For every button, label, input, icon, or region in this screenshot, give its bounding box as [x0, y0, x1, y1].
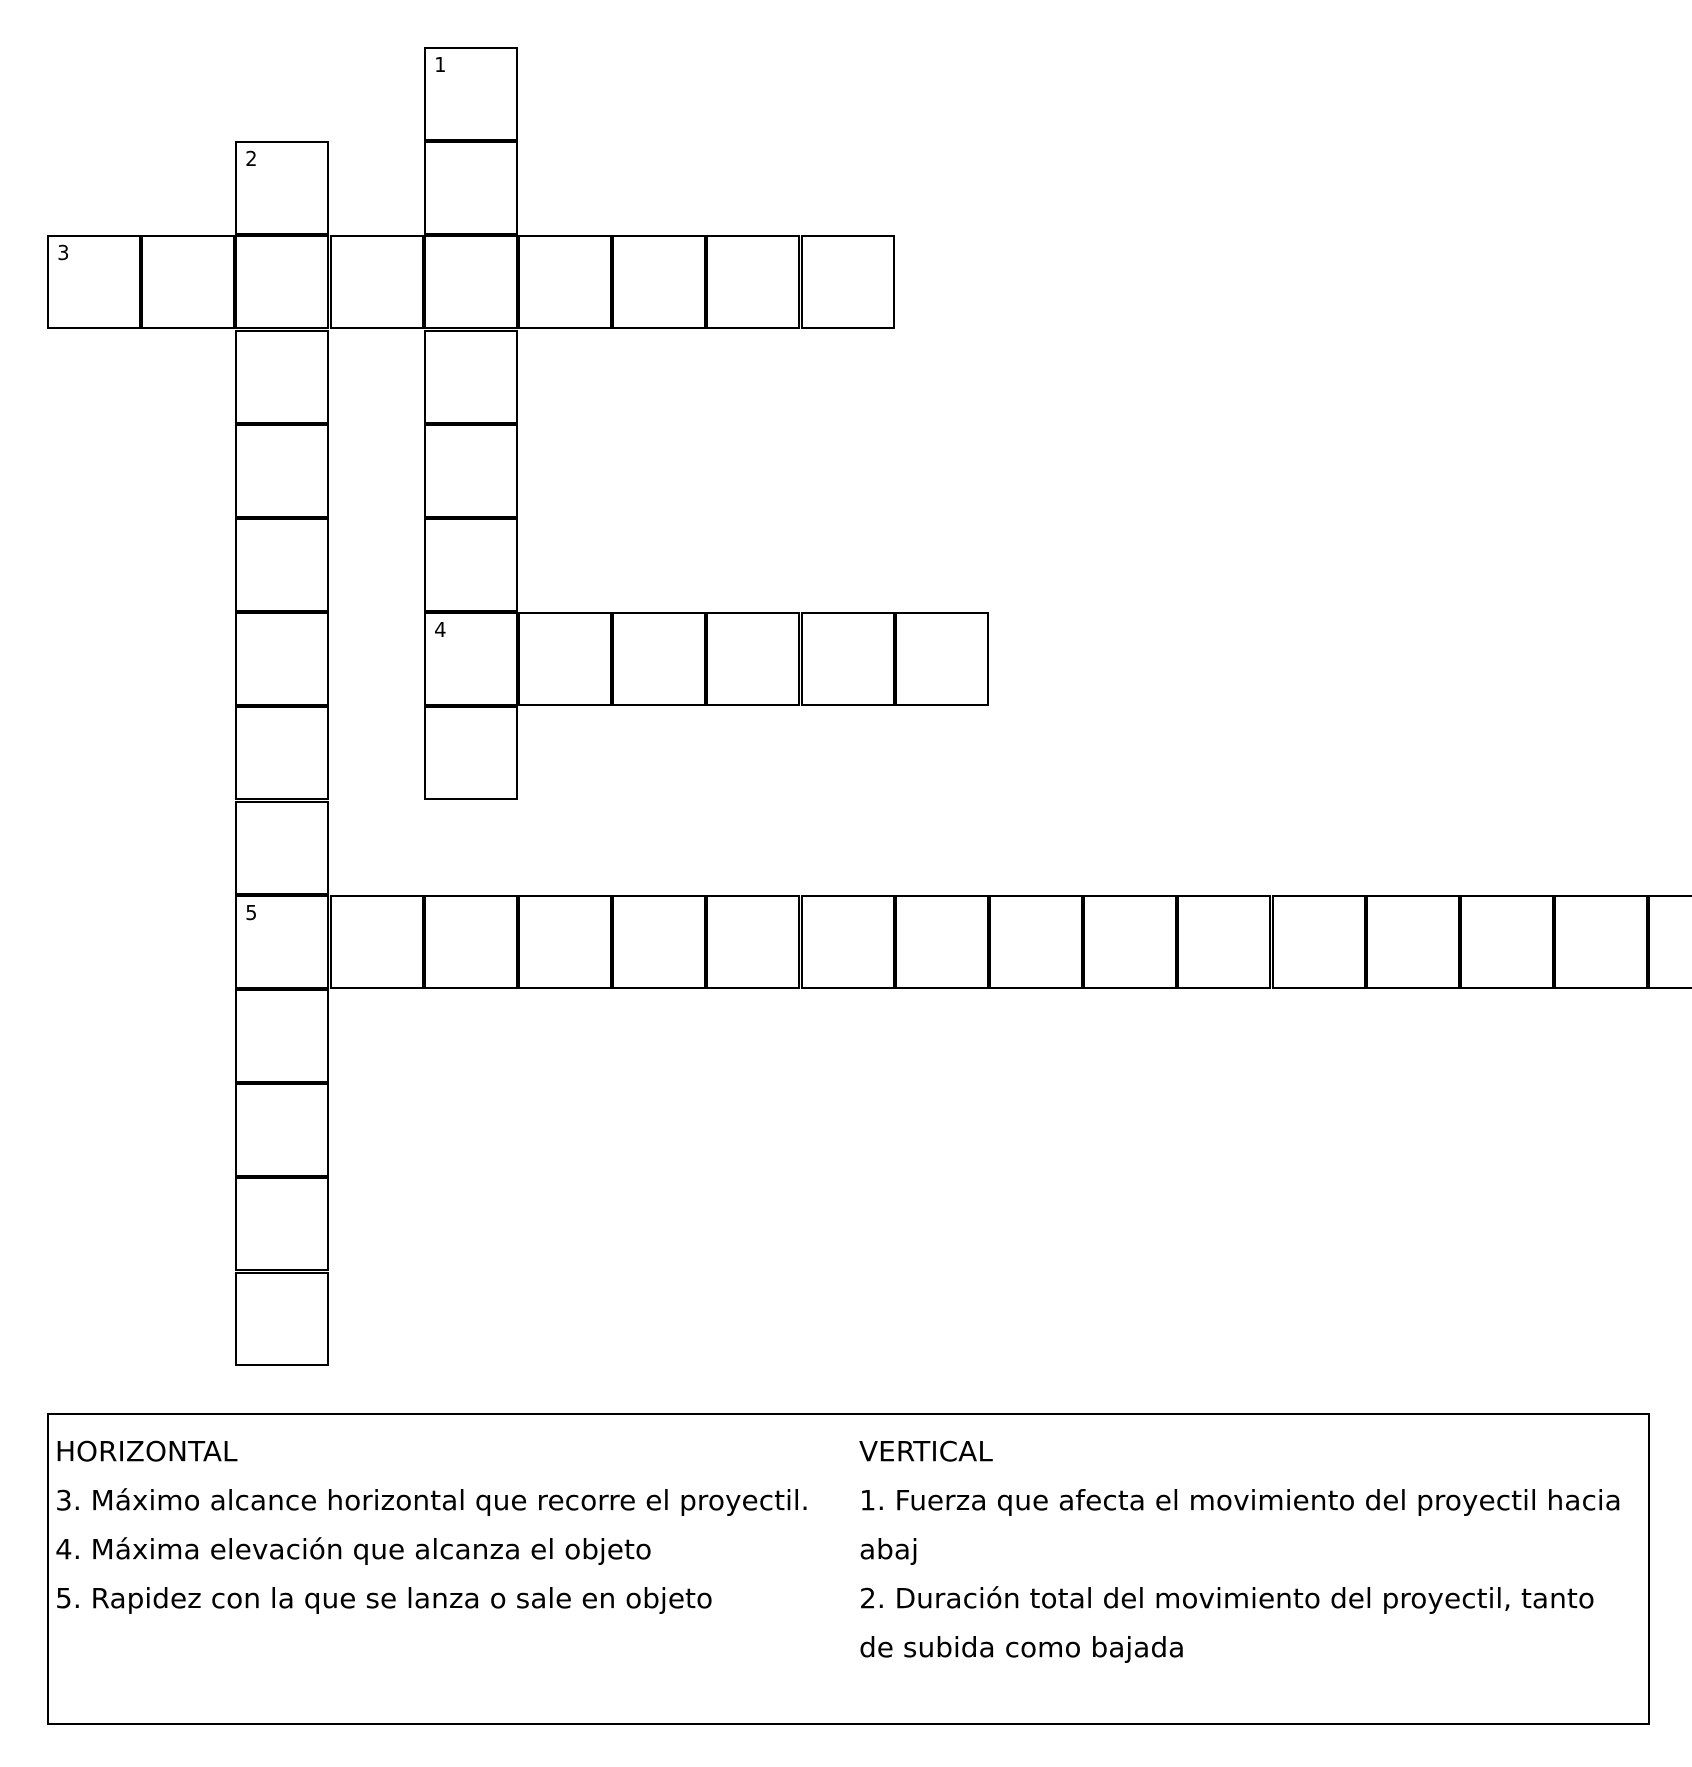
grid-cell[interactable] [330, 235, 424, 329]
grid-cell[interactable] [424, 518, 518, 612]
grid-cell[interactable] [895, 895, 989, 989]
grid-cell[interactable] [989, 895, 1083, 989]
grid-cell[interactable] [235, 989, 329, 1083]
clue-number: 4 [434, 618, 447, 642]
grid-cell[interactable] [235, 141, 329, 235]
grid-cell[interactable] [235, 612, 329, 706]
clue-h-3: 3. Máximo alcance horizontal que recorre el proyectil. [55, 1484, 810, 1517]
grid-cell[interactable] [706, 235, 800, 329]
clue-number: 5 [245, 901, 258, 925]
clues-box [47, 1413, 1650, 1725]
grid-cell[interactable] [235, 424, 329, 518]
grid-cell[interactable] [612, 235, 706, 329]
grid-cell[interactable] [235, 518, 329, 612]
clue-number: 3 [57, 241, 70, 265]
grid-cell[interactable] [518, 235, 612, 329]
horizontal-heading: HORIZONTAL [55, 1435, 238, 1468]
grid-cell[interactable] [801, 895, 895, 989]
grid-cell[interactable] [47, 235, 141, 329]
grid-cell[interactable] [235, 330, 329, 424]
grid-cell[interactable] [424, 330, 518, 424]
grid-cell[interactable] [330, 895, 424, 989]
clue-h-4: 4. Máxima elevación que alcanza el objeto [55, 1533, 653, 1566]
grid-cell[interactable] [518, 612, 612, 706]
grid-cell[interactable] [801, 612, 895, 706]
grid-cell[interactable] [518, 895, 612, 989]
grid-cell[interactable] [424, 612, 518, 706]
grid-cell[interactable] [1272, 895, 1366, 989]
grid-cell[interactable] [235, 706, 329, 800]
grid-cell[interactable] [1177, 895, 1271, 989]
grid-cell[interactable] [801, 235, 895, 329]
grid-cell[interactable] [424, 706, 518, 800]
grid-cell[interactable] [235, 895, 329, 989]
grid-cell[interactable] [235, 1177, 329, 1271]
grid-cell[interactable] [706, 895, 800, 989]
grid-cell[interactable] [424, 235, 518, 329]
grid-cell[interactable] [895, 612, 989, 706]
grid-cell[interactable] [235, 1083, 329, 1177]
clue-h-5: 5. Rapidez con la que se lanza o sale en objeto [55, 1582, 714, 1615]
grid-cell[interactable] [612, 612, 706, 706]
grid-cell[interactable] [424, 895, 518, 989]
vertical-clues [859, 1427, 1629, 1672]
grid-cell[interactable] [1366, 895, 1460, 989]
grid-cell[interactable] [424, 424, 518, 518]
clue-v-2: 2. Duración total del movimiento del proyectil, tanto de subida como bajada [859, 1582, 1595, 1664]
grid-cell[interactable] [424, 47, 518, 141]
grid-cell[interactable] [141, 235, 235, 329]
grid-cell[interactable] [1554, 895, 1648, 989]
grid-cell[interactable] [1083, 895, 1177, 989]
grid-cell[interactable] [235, 235, 329, 329]
grid-cell[interactable] [706, 612, 800, 706]
grid-cell[interactable] [612, 895, 706, 989]
clue-number: 2 [245, 147, 258, 171]
grid-cell[interactable] [424, 141, 518, 235]
clue-v-1: 1. Fuerza que afecta el movimiento del proyectil hacia abaj [859, 1484, 1622, 1566]
grid-cell[interactable] [1460, 895, 1554, 989]
vertical-heading: VERTICAL [859, 1435, 993, 1468]
grid-cell[interactable] [1648, 895, 1692, 989]
clue-number: 1 [434, 53, 447, 77]
horizontal-clues [55, 1427, 845, 1623]
grid-cell[interactable] [235, 801, 329, 895]
grid-cell[interactable] [235, 1272, 329, 1366]
